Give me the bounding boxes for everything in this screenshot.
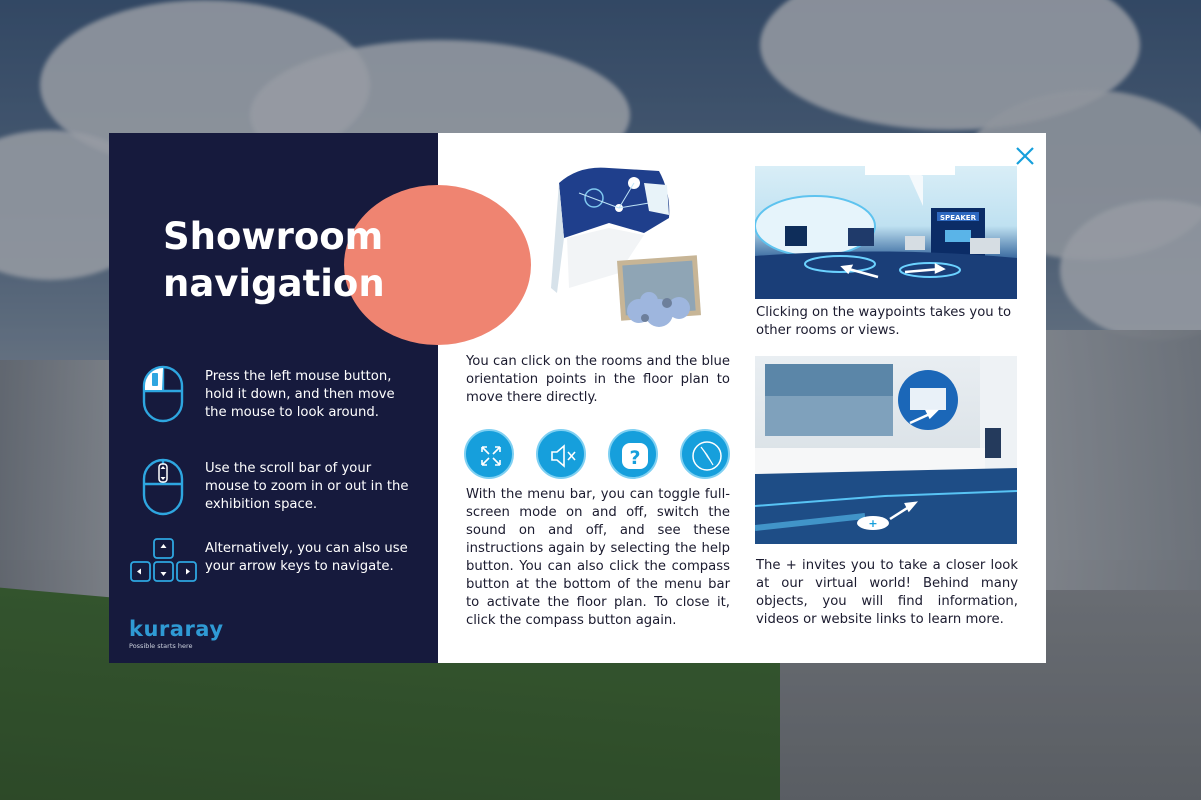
navigation-help-dialog [109,133,1046,663]
title-line-2: navigation [163,262,385,305]
compass-icon [680,429,730,479]
close-icon [1014,145,1036,167]
svg-text:?: ? [629,447,641,469]
menu-bar-icons [464,429,734,479]
sound-mute-icon [536,429,586,479]
instruction-zoom: Use the scroll bar of your mouse to zoom in or out in the exhibition space. [205,461,409,512]
brand-tagline: Possible starts here [129,642,193,650]
speaker-screen-label: SPEAKER [940,214,976,222]
mouse-scroll-icon [142,458,184,516]
close-button[interactable] [1014,145,1036,167]
menu-bar-description: With the menu bar, you can toggle full-screen mode on and off, switch the sound on and off, and see these instructions again by selecting the help button. You can also click the compass button at the bottom of the menu bar to activate the floor plan. To close it, click the compass button again. [466,487,730,628]
floor-plan-illustration [549,163,714,331]
brand-name: kuraray [129,617,224,641]
instruction-look-around: Press the left mouse button, hold it down, and then move the mouse to look around. [205,369,395,420]
kuraray-logo [129,617,224,650]
info-plus-screenshot [755,356,1017,544]
mouse-left-button-icon [142,365,184,423]
instruction-arrow-keys: Alternatively, you can also use your arrow keys to navigate. [205,541,408,574]
dialog-title [163,213,423,307]
fullscreen-icon [464,429,514,479]
waypoints-screenshot [755,166,1017,299]
waypoints-description: Clicking on the waypoints takes you to other rooms or views. [756,305,1012,338]
floor-plan-description: You can click on the rooms and the blue orientation points in the floor plan to move there directly. [466,354,730,405]
help-icon [608,429,658,479]
title-line-1: Showroom [163,215,384,258]
info-plus-description: The + invites you to take a closer look at our virtual world! Behind many objects, you will find information, videos or website links to learn more. [756,558,1018,627]
arrow-keys-icon [129,537,199,583]
svg-text:+: + [868,517,878,530]
